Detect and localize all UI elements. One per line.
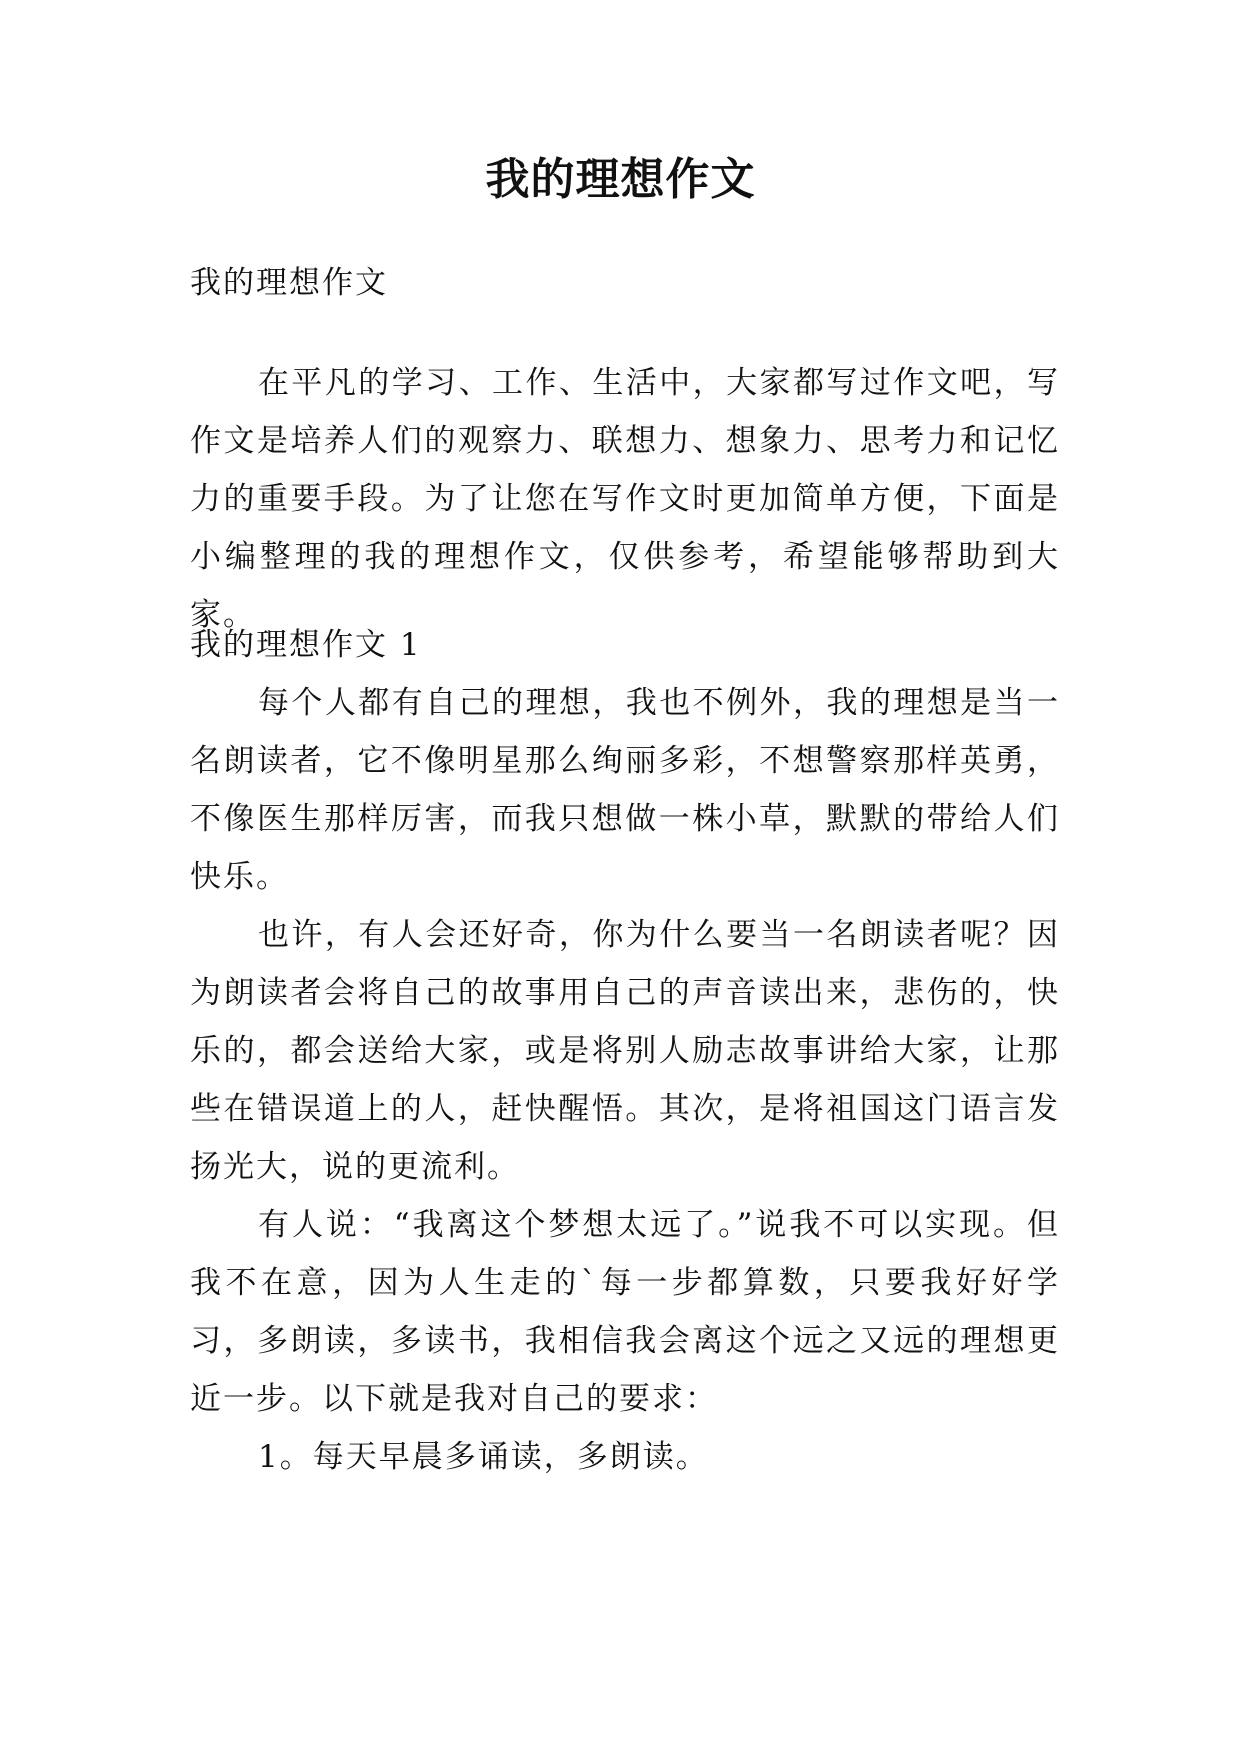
section-heading: 我的理想作文 1 bbox=[190, 627, 422, 663]
body-paragraph-2: 也许，有人会还好奇，你为什么要当一名朗读者呢？因为朗读者会将自己的故事用自己的声音读出来，悲伤的，快乐的，都会送给大家，或是将别人励志故事讲给大家，让那些在错误道上的人，赶快醒悟。其次，是将祖国这门语言发扬光大，说的更流利。 bbox=[190, 917, 1060, 1185]
body-paragraph-3: 有人说：“我离这个梦想太远了。”说我不可以实现。但我不在意，因为人生走的`每一步都算数，只要我好好学习，多朗读，多读书，我相信我会离这个远之又远的理想更近一步。以下就是我对自己的要求： bbox=[190, 1207, 1060, 1417]
body-paragraph-4: 1。每天早晨多诵读，多朗读。 bbox=[258, 1439, 709, 1475]
intro-paragraph: 在平凡的学习、工作、生活中，大家都写过作文吧，写作文是培养人们的观察力、联想力、想象力、思考力和记忆力的重要手段。为了让您在写作文时更加简单方便，下面是小编整理的我的理想作文，仅供参考，希望能够帮助到大家。 bbox=[190, 365, 1060, 633]
page-title: 我的理想作文 bbox=[485, 154, 756, 205]
document-subtitle: 我的理想作文 bbox=[190, 265, 388, 301]
body-paragraph-1: 每个人都有自己的理想，我也不例外，我的理想是当一名朗读者，它不像明星那么绚丽多彩，不想警察那样英勇，不像医生那样厉害，而我只想做一株小草，默默的带给人们快乐。 bbox=[190, 685, 1060, 895]
